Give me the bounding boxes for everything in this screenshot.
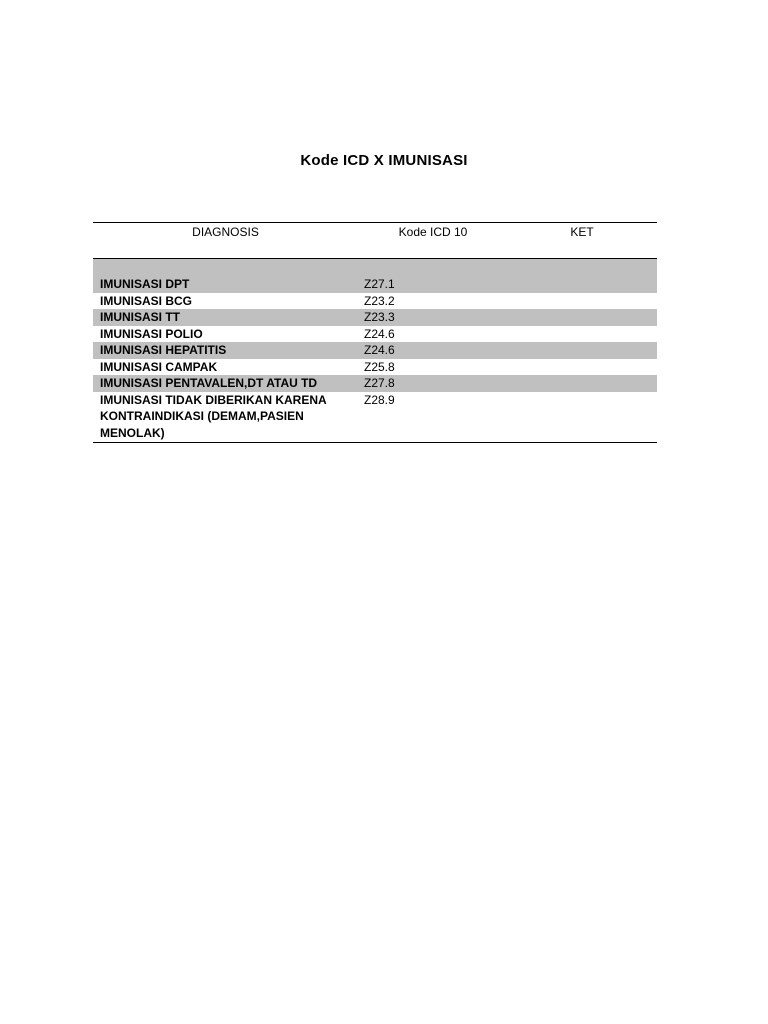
table-row <box>93 309 657 326</box>
header-code: Kode ICD 10 <box>398 225 468 239</box>
table-row <box>93 293 657 310</box>
table-header <box>93 223 657 259</box>
cell-code: Z27.8 <box>364 376 395 390</box>
cell-diagnosis: IMUNISASI TT <box>100 310 180 324</box>
cell-code: Z23.2 <box>364 293 395 308</box>
cell-diagnosis: IMUNISASI TIDAK DIBERIKAN KARENA KONTRAINDIKASI (DEMAM,PASIEN MENOLAK) <box>100 392 327 440</box>
cell-diagnosis: IMUNISASI HEPATITIS <box>100 343 227 357</box>
cell-code: Z23.3 <box>364 310 395 324</box>
table-row <box>93 375 657 392</box>
table-spacer-row <box>93 259 657 276</box>
header-ket: KET <box>570 225 594 239</box>
header-diagnosis: DIAGNOSIS <box>192 225 259 239</box>
table-row <box>93 326 657 343</box>
cell-code: Z24.6 <box>364 343 395 357</box>
cell-diagnosis: IMUNISASI DPT <box>100 277 190 291</box>
page-title: Kode ICD X IMUNISASI <box>300 152 468 169</box>
cell-diagnosis: IMUNISASI PENTAVALEN,DT ATAU TD <box>100 376 318 390</box>
table-row <box>93 276 657 293</box>
cell-diagnosis: IMUNISASI POLIO <box>100 326 203 341</box>
table-row <box>93 342 657 359</box>
table-row <box>93 359 657 376</box>
cell-code: Z24.6 <box>364 326 395 341</box>
cell-code: Z27.1 <box>364 277 395 291</box>
cell-code: Z25.8 <box>364 359 395 374</box>
table-row <box>93 392 657 443</box>
cell-diagnosis: IMUNISASI CAMPAK <box>100 359 218 374</box>
icd-table <box>93 222 657 443</box>
cell-diagnosis: IMUNISASI BCG <box>100 293 193 308</box>
cell-code: Z28.9 <box>364 392 395 407</box>
